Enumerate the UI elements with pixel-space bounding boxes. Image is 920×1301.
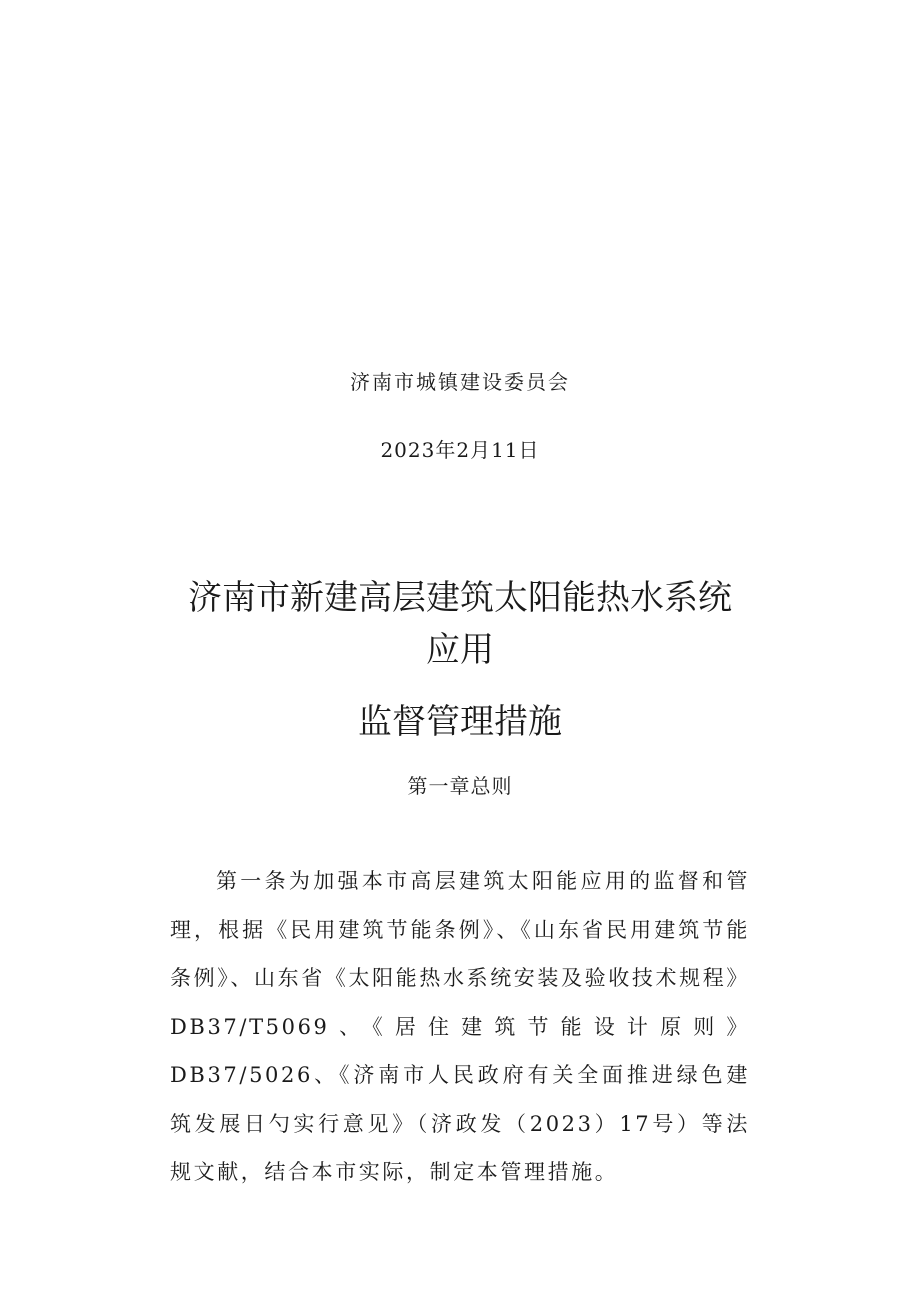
- chapter-heading: 第一章总则: [407, 774, 513, 798]
- title-line-2: 应用: [426, 630, 494, 670]
- issue-date: 2023年2月11日: [380, 438, 540, 462]
- issuing-authority: 济南市城镇建设委员会: [350, 370, 570, 394]
- article-1-paragraph: 第一条为加强本市高层建筑太阳能应用的监督和管理，根据《民用建筑节能条例》、《山东省民用建筑节能条例》、山东省《太阳能热水系统安装及验收技术规程》DB37/T5069、《居住建筑节能设计原则》DB37/5026、《济南市人民政府有关全面推进绿色建筑发展日勺实行意见》（济政发（2023）17号）等法规文献，结合本市实际，制定本管理措施。: [170, 869, 750, 1184]
- document-subtitle: 监督管理措施: [358, 702, 562, 742]
- document-title: [0, 572, 920, 676]
- title-line-1: 济南市新建高层建筑太阳能热水系统: [188, 578, 732, 618]
